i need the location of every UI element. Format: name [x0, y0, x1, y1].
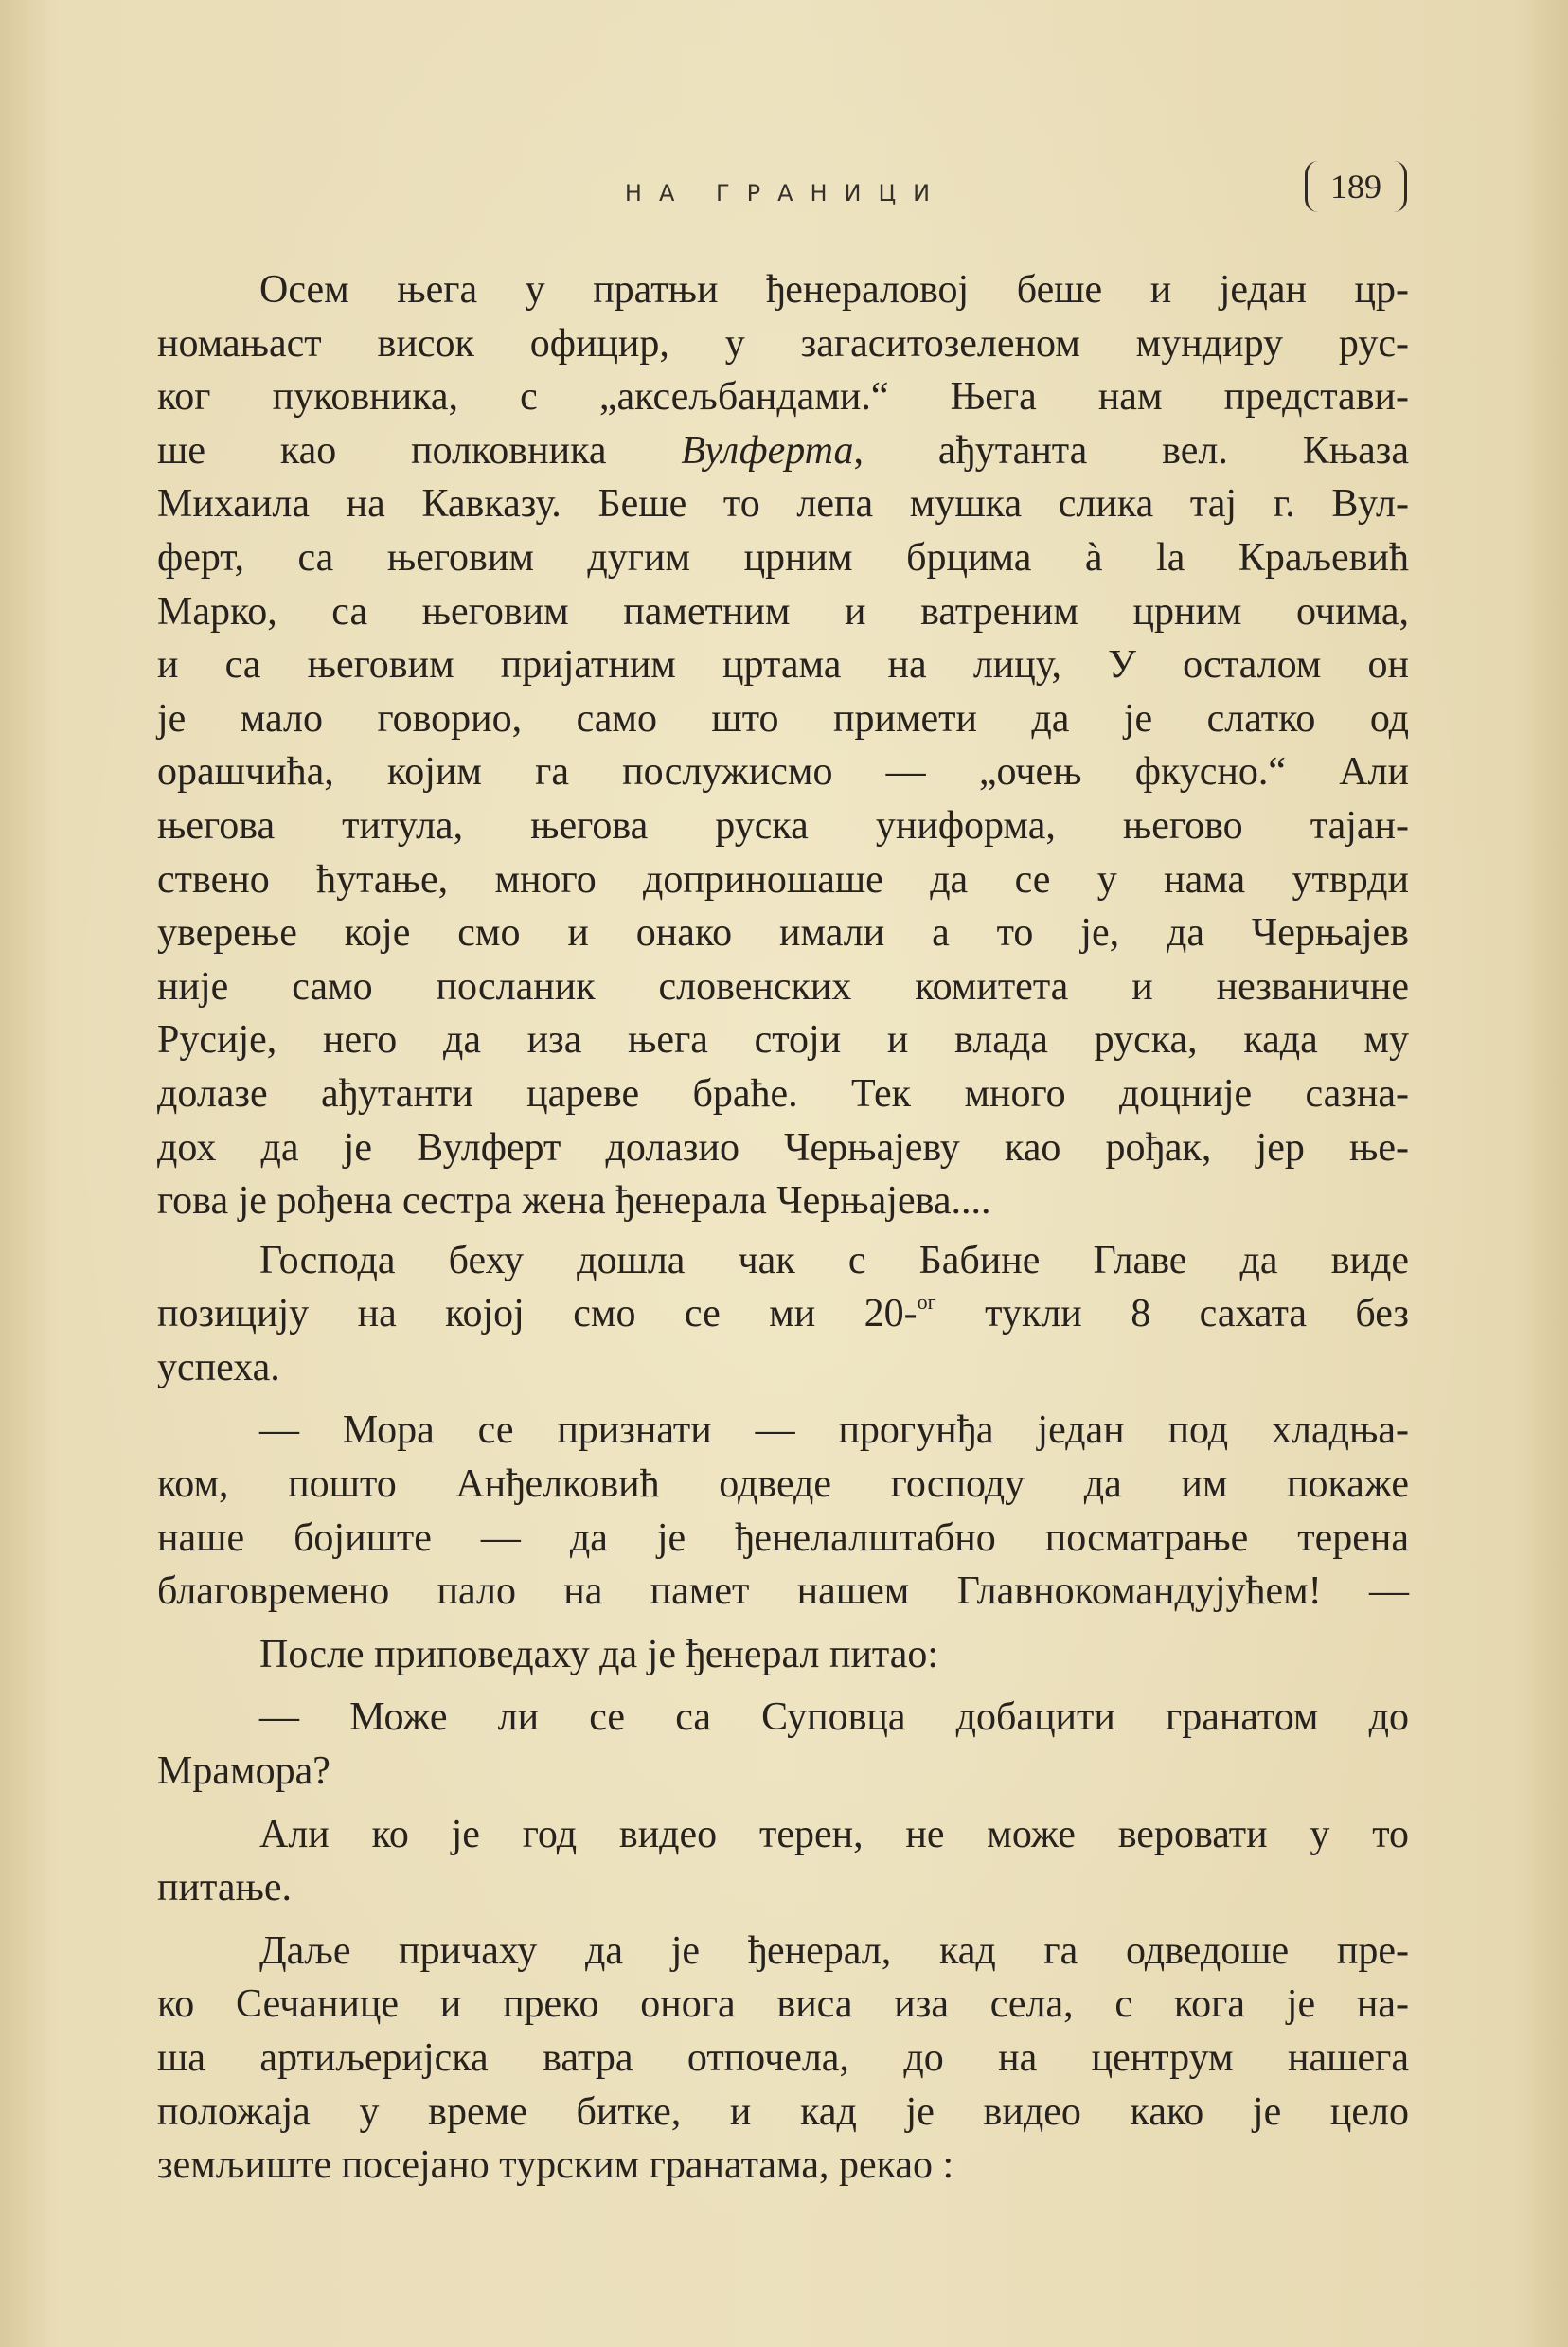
text-line: дох да је Вулферт долазио Черњајеву као рођак, јер ње-	[157, 1125, 1409, 1170]
text-line: ствено ћутање, много доприношаше да се у нама утврди	[157, 857, 1409, 902]
text-line: гова је рођена сестра жена ђенерала Черњајева....	[157, 1179, 991, 1224]
text-line-with-ordinal	[157, 1287, 1409, 1341]
text-line: питање.	[157, 1866, 292, 1910]
text-line: После приповедаху да је ђенерал питао:	[259, 1632, 939, 1676]
text-line: његова титула, његова руска униформа, његово тајан-	[157, 803, 1409, 848]
text-line: ферт, са његовим дугим црним брцима à la Краљевић	[157, 535, 1409, 580]
text-fragment: тукли 8 сахата без	[935, 1292, 1409, 1336]
text-line: није само посланик словенских комитета и незваничне	[157, 964, 1409, 1009]
text-line: успеха.	[157, 1345, 280, 1389]
text-line: орашчића, којим га послужисмо — „очењ фкусно.“ Али	[157, 750, 1409, 795]
paragraph-2	[157, 1234, 1409, 1395]
paragraph-3	[157, 1404, 1409, 1618]
text-line: уверење које смо и онако имали а то је, да Черњајев	[157, 911, 1409, 956]
text-line: и са његовим пријатним цртама на лицу, У осталом он	[157, 643, 1409, 688]
paragraph-1	[157, 263, 1409, 1228]
text-fragment: ше као полковника	[157, 428, 682, 473]
text-line: Господа беху дошла чак с Бабине Главе да виде	[259, 1238, 1409, 1282]
text-line-with-italic-name	[157, 424, 1409, 478]
text-line: Осем њега у пратњи ђенераловој беше и један цр-	[259, 268, 1409, 312]
text-line: долазе ађутанти цареве браће. Тек много доцније сазна-	[157, 1071, 1409, 1116]
text-line: ком, пошто Анђелковић одведе господу да им покаже	[157, 1462, 1409, 1507]
text-line: Михаила на Кавказу. Беше то лепа мушка слика тај г. Вул-	[157, 482, 1409, 527]
text-line: номањаст висок официр, у загаситозеленом мундиру рус-	[157, 321, 1409, 366]
text-line: ша артиљеријска ватра отпочела, до на центрум нашега	[157, 2036, 1409, 2080]
running-head: НА ГРАНИЦИ	[624, 180, 948, 206]
text-line: је мало говорио, само што примети да је слатко од	[157, 696, 1409, 741]
text-line: Даље причаху да је ђенерал, кад га одведоше пре-	[259, 1928, 1409, 1973]
text-fragment: позицију на којој смо се ми 20-	[157, 1292, 918, 1336]
text-line: Мрамора?	[157, 1749, 330, 1794]
italic-name: Вулферта	[681, 428, 854, 473]
text-line: — Може ли се са Суповца добацити гранатом до	[259, 1695, 1409, 1740]
text-line: — Мора се признати — прогунђа један под хладња-	[259, 1408, 1409, 1453]
text-line: благовремено пало на памет нашем Главнокомандујућем! —	[157, 1569, 1409, 1614]
paragraph-7	[157, 1925, 1409, 2193]
body-text	[157, 263, 1409, 2198]
page-number: 189	[1305, 161, 1407, 212]
paragraph-6	[157, 1808, 1409, 1915]
text-line: ког пуковника, с „аксељбандами.“ Њега нам представи-	[157, 375, 1409, 420]
text-line: Али ко је год видео терен, не може веровати у то	[259, 1812, 1409, 1856]
text-line: наше бојиште — да је ђенелалштабно посматрање терена	[157, 1515, 1409, 1560]
text-line: Русије, него да иза њега стоји и влада руска, када му	[157, 1018, 1409, 1063]
paragraph-4	[157, 1628, 1409, 1682]
text-line: положаја у време битке, и кад је видео како је цело	[157, 2089, 1409, 2134]
text-line: Марко, са његовим паметним и ватреним црним очима,	[157, 589, 1409, 634]
text-fragment: , ађутанта вел. Књаза	[853, 428, 1409, 473]
text-line: земљиште посејано турским гранатама, рекао :	[157, 2143, 954, 2188]
ordinal-suffix: ог	[917, 1290, 936, 1315]
paragraph-5	[157, 1691, 1409, 1798]
text-line: ко Сечанице и преко онога виса иза села, с кога је на-	[157, 1982, 1409, 2027]
